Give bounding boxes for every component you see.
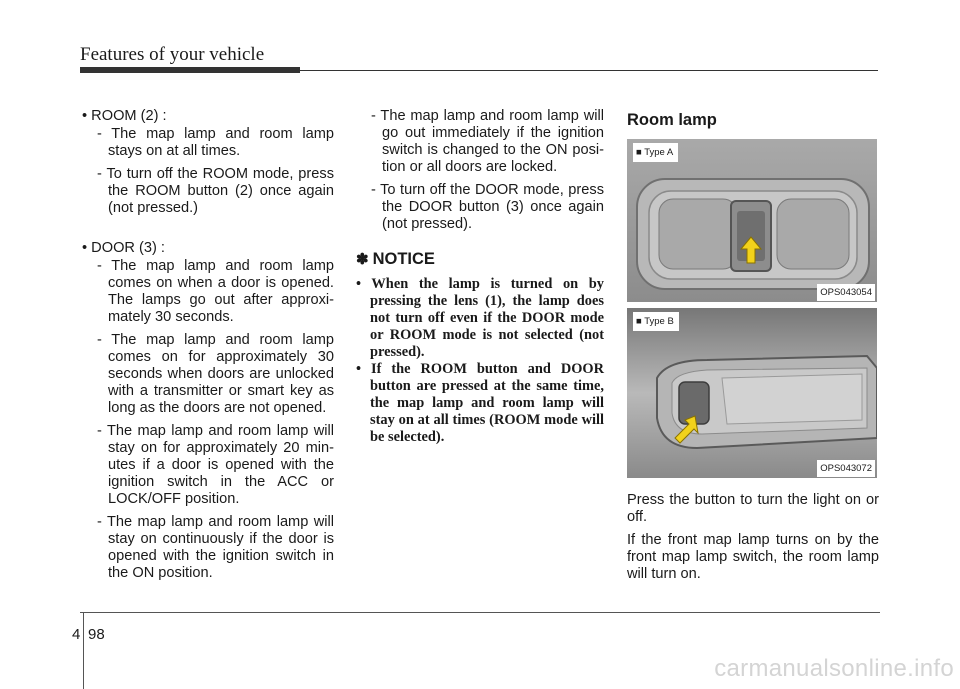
section-title: Room lamp bbox=[627, 111, 717, 129]
figure-code: OPS043054 bbox=[817, 284, 875, 301]
notice-star-icon: ✽ bbox=[356, 251, 369, 268]
door-item: - The map lamp and room lamp will go out immediately if the ignition switch is changed to the ON posi-tion or all doors are locked. bbox=[371, 108, 604, 175]
door-item: - The map lamp and room lamp comes on when a door is opened. The lamps go out after approxi-mately 30 seconds. bbox=[97, 258, 334, 325]
door-item: - The map lamp and room lamp will stay on for approximately 20 min-utes if a door is opened with the ignition switch in the ACC or LOCK/OFF position. bbox=[97, 423, 334, 507]
room-lamp-type-b-illustration bbox=[627, 308, 877, 478]
notice-heading: ✽ NOTICE bbox=[356, 250, 435, 268]
section-number: 4 bbox=[72, 626, 81, 643]
room-lamp-type-a-illustration bbox=[627, 139, 877, 302]
notice-item: • When the lamp is turned on by pressing the lens (1), the lamp does not turn off even if the DOOR mode or ROOM mode is not selected (not pressed). bbox=[356, 276, 604, 360]
footer-rule bbox=[80, 612, 880, 613]
page-number: 98 bbox=[88, 626, 105, 643]
room-lamp-figure-a bbox=[627, 139, 877, 302]
door-label: • DOOR (3) : bbox=[82, 240, 165, 256]
page-header-title: Features of your vehicle bbox=[80, 44, 265, 65]
column-2 bbox=[356, 108, 604, 446]
body-paragraph: Press the button to turn the light on or off. bbox=[627, 492, 879, 525]
figure-type-label: ■ Type A bbox=[633, 143, 678, 162]
door-item: - The map lamp and room lamp will stay on continuously if the door is opened with the ignition switch in the ON position. bbox=[97, 514, 334, 581]
body-paragraph: If the front map lamp turns on by the front map lamp switch, the room lamp will turn on. bbox=[627, 532, 879, 582]
figure-type-label: ■ Type B bbox=[633, 312, 679, 331]
door-item: - The map lamp and room lamp comes on for approximately 30 seconds when doors are unlocked with a transmitter or smart key as long as the doors are not opened. bbox=[97, 332, 334, 416]
room-label: • ROOM (2) : bbox=[82, 108, 167, 124]
notice-item: • If the ROOM button and DOOR button are pressed at the same time, the map lamp and room lamp will stay on at all times (ROOM mode will be selected). bbox=[356, 361, 604, 445]
footer-divider bbox=[83, 612, 84, 689]
room-item: - To turn off the ROOM mode, press the ROOM button (2) once again (not pressed.) bbox=[97, 166, 334, 216]
header-rule-thin bbox=[300, 70, 878, 71]
figure-code: OPS043072 bbox=[817, 460, 875, 477]
header-rule bbox=[80, 67, 300, 73]
door-item: - To turn off the DOOR mode, press the DOOR button (3) once again (not pressed). bbox=[371, 182, 604, 232]
column-1 bbox=[82, 108, 334, 588]
column-3 bbox=[627, 108, 879, 583]
room-lamp-figure-b bbox=[627, 308, 877, 478]
room-item: - The map lamp and room lamp stays on at all times. bbox=[97, 126, 334, 159]
watermark: carmanualsonline.info bbox=[714, 655, 954, 682]
